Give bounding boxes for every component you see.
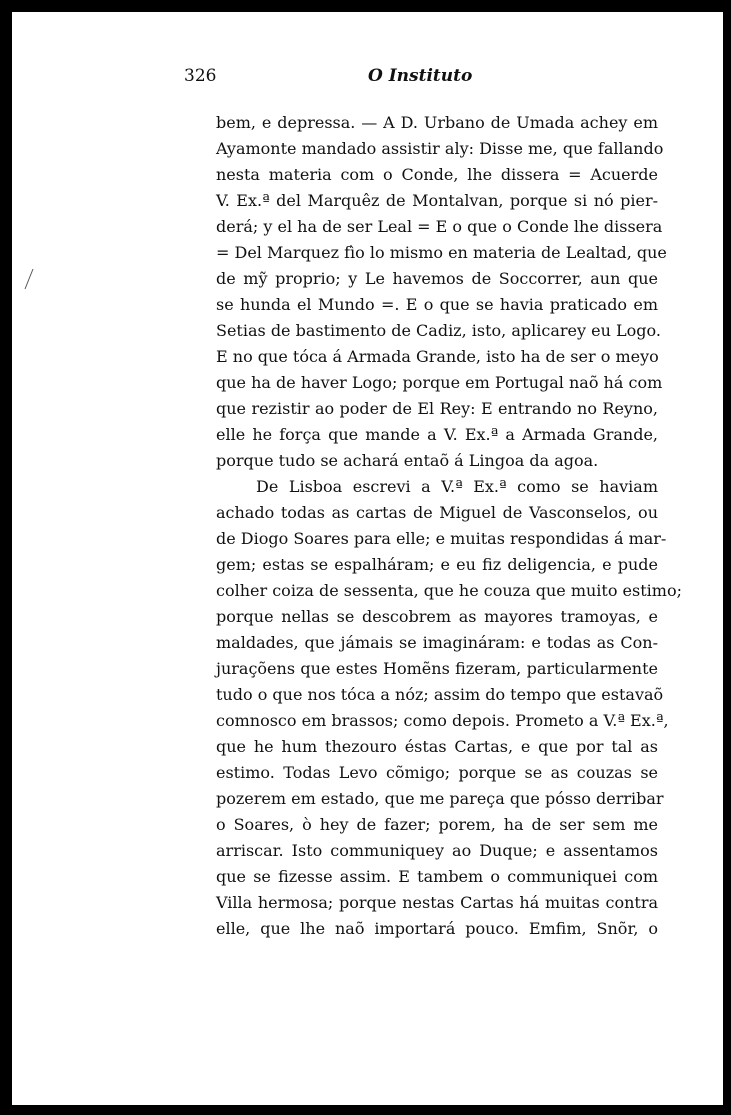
text-line: = Del Marquez fìo lo mismo en materia de Lealtad, que: [216, 243, 667, 262]
text-line: elle he força que mande a V. Ex.ª a Armada Grande,: [216, 425, 658, 444]
text-line: juraçõens que estes Homẽns fizeram, particularmente: [216, 659, 658, 678]
text-line: Ayamonte mandado assistir aly: Disse me, que fallando: [216, 139, 664, 158]
text-line: que rezistir ao poder de El Rey: E entrando no Reyno,: [216, 399, 658, 418]
text-line: estimo. Todas Levo cõmigo; porque se as couzas se: [216, 763, 658, 782]
text-line: gem; estas se espalháram; e eu fiz deligencia, e pude: [216, 555, 658, 574]
text-line: Villa hermosa; porque nestas Cartas há muitas contra: [216, 893, 658, 912]
text-line: derá; y el ha de ser Leal = E o que o Conde lhe dissera: [216, 217, 663, 236]
text-line: porque nellas se descobrem as mayores tramoyas, e: [216, 607, 658, 626]
text-line: bem, e depressa. — A D. Urbano de Umada achey em: [216, 113, 658, 132]
text-line: o Soares, ò hey de fazer; porem, ha de ser sem me: [216, 815, 658, 834]
text-line: V. Ex.ª del Marquêz de Montalvan, porque si nó pier-: [216, 191, 658, 210]
margin-pencil-mark: [24, 268, 34, 290]
body-text: [216, 110, 682, 942]
text-line: nesta materia com o Conde, lhe dissera = Acuerde: [216, 165, 658, 184]
text-line: que ha de haver Logo; porque em Portugal naõ há com: [216, 373, 663, 392]
text-line: Setias de bastimento de Cadiz, isto, aplicarey eu Logo.: [216, 321, 661, 340]
text-line: porque tudo se achará entaõ á Lingoa da agoa.: [216, 451, 599, 470]
text-line: comnosco em brassos; como depois. Prometo a V.ª Ex.ª,: [216, 711, 669, 730]
text-line: se hunda el Mundo =. E o que se havia praticado em: [216, 295, 658, 314]
page-number: 326: [184, 66, 217, 86]
text-line: de mỹ proprio; y Le havemos de Soccorrer, aun que: [216, 269, 658, 288]
text-line: achado todas as cartas de Miguel de Vasconselos, ou: [216, 503, 658, 522]
text-line: pozerem em estado, que me pareça que pósso derribar: [216, 789, 664, 808]
text-line: arriscar. Isto communiquey ao Duque; e assentamos: [216, 841, 658, 860]
text-line: de Diogo Soares para elle; e muitas respondidas á mar-: [216, 529, 667, 548]
text-line: E no que tóca á Armada Grande, isto ha de ser o meyo: [216, 347, 659, 366]
text-line: elle, que lhe naõ importará pouco. Emfim, Snõr, o: [216, 919, 658, 938]
text-line: colher coiza de sessenta, que he couza que muito estimo;: [216, 581, 682, 600]
text-line: tudo o que nos tóca a nóz; assim do tempo que estavaõ: [216, 685, 664, 704]
text-line: maldades, que jámais se imagináram: e todas as Con-: [216, 633, 658, 652]
text-line: De Lisboa escrevi a V.ª Ex.ª como se haviam: [256, 477, 658, 496]
text-line: que he hum thezouro éstas Cartas, e que por tal as: [216, 737, 658, 756]
running-title: O Instituto: [368, 66, 473, 86]
text-line: que se fizesse assim. E tambem o communiquei com: [216, 867, 658, 886]
